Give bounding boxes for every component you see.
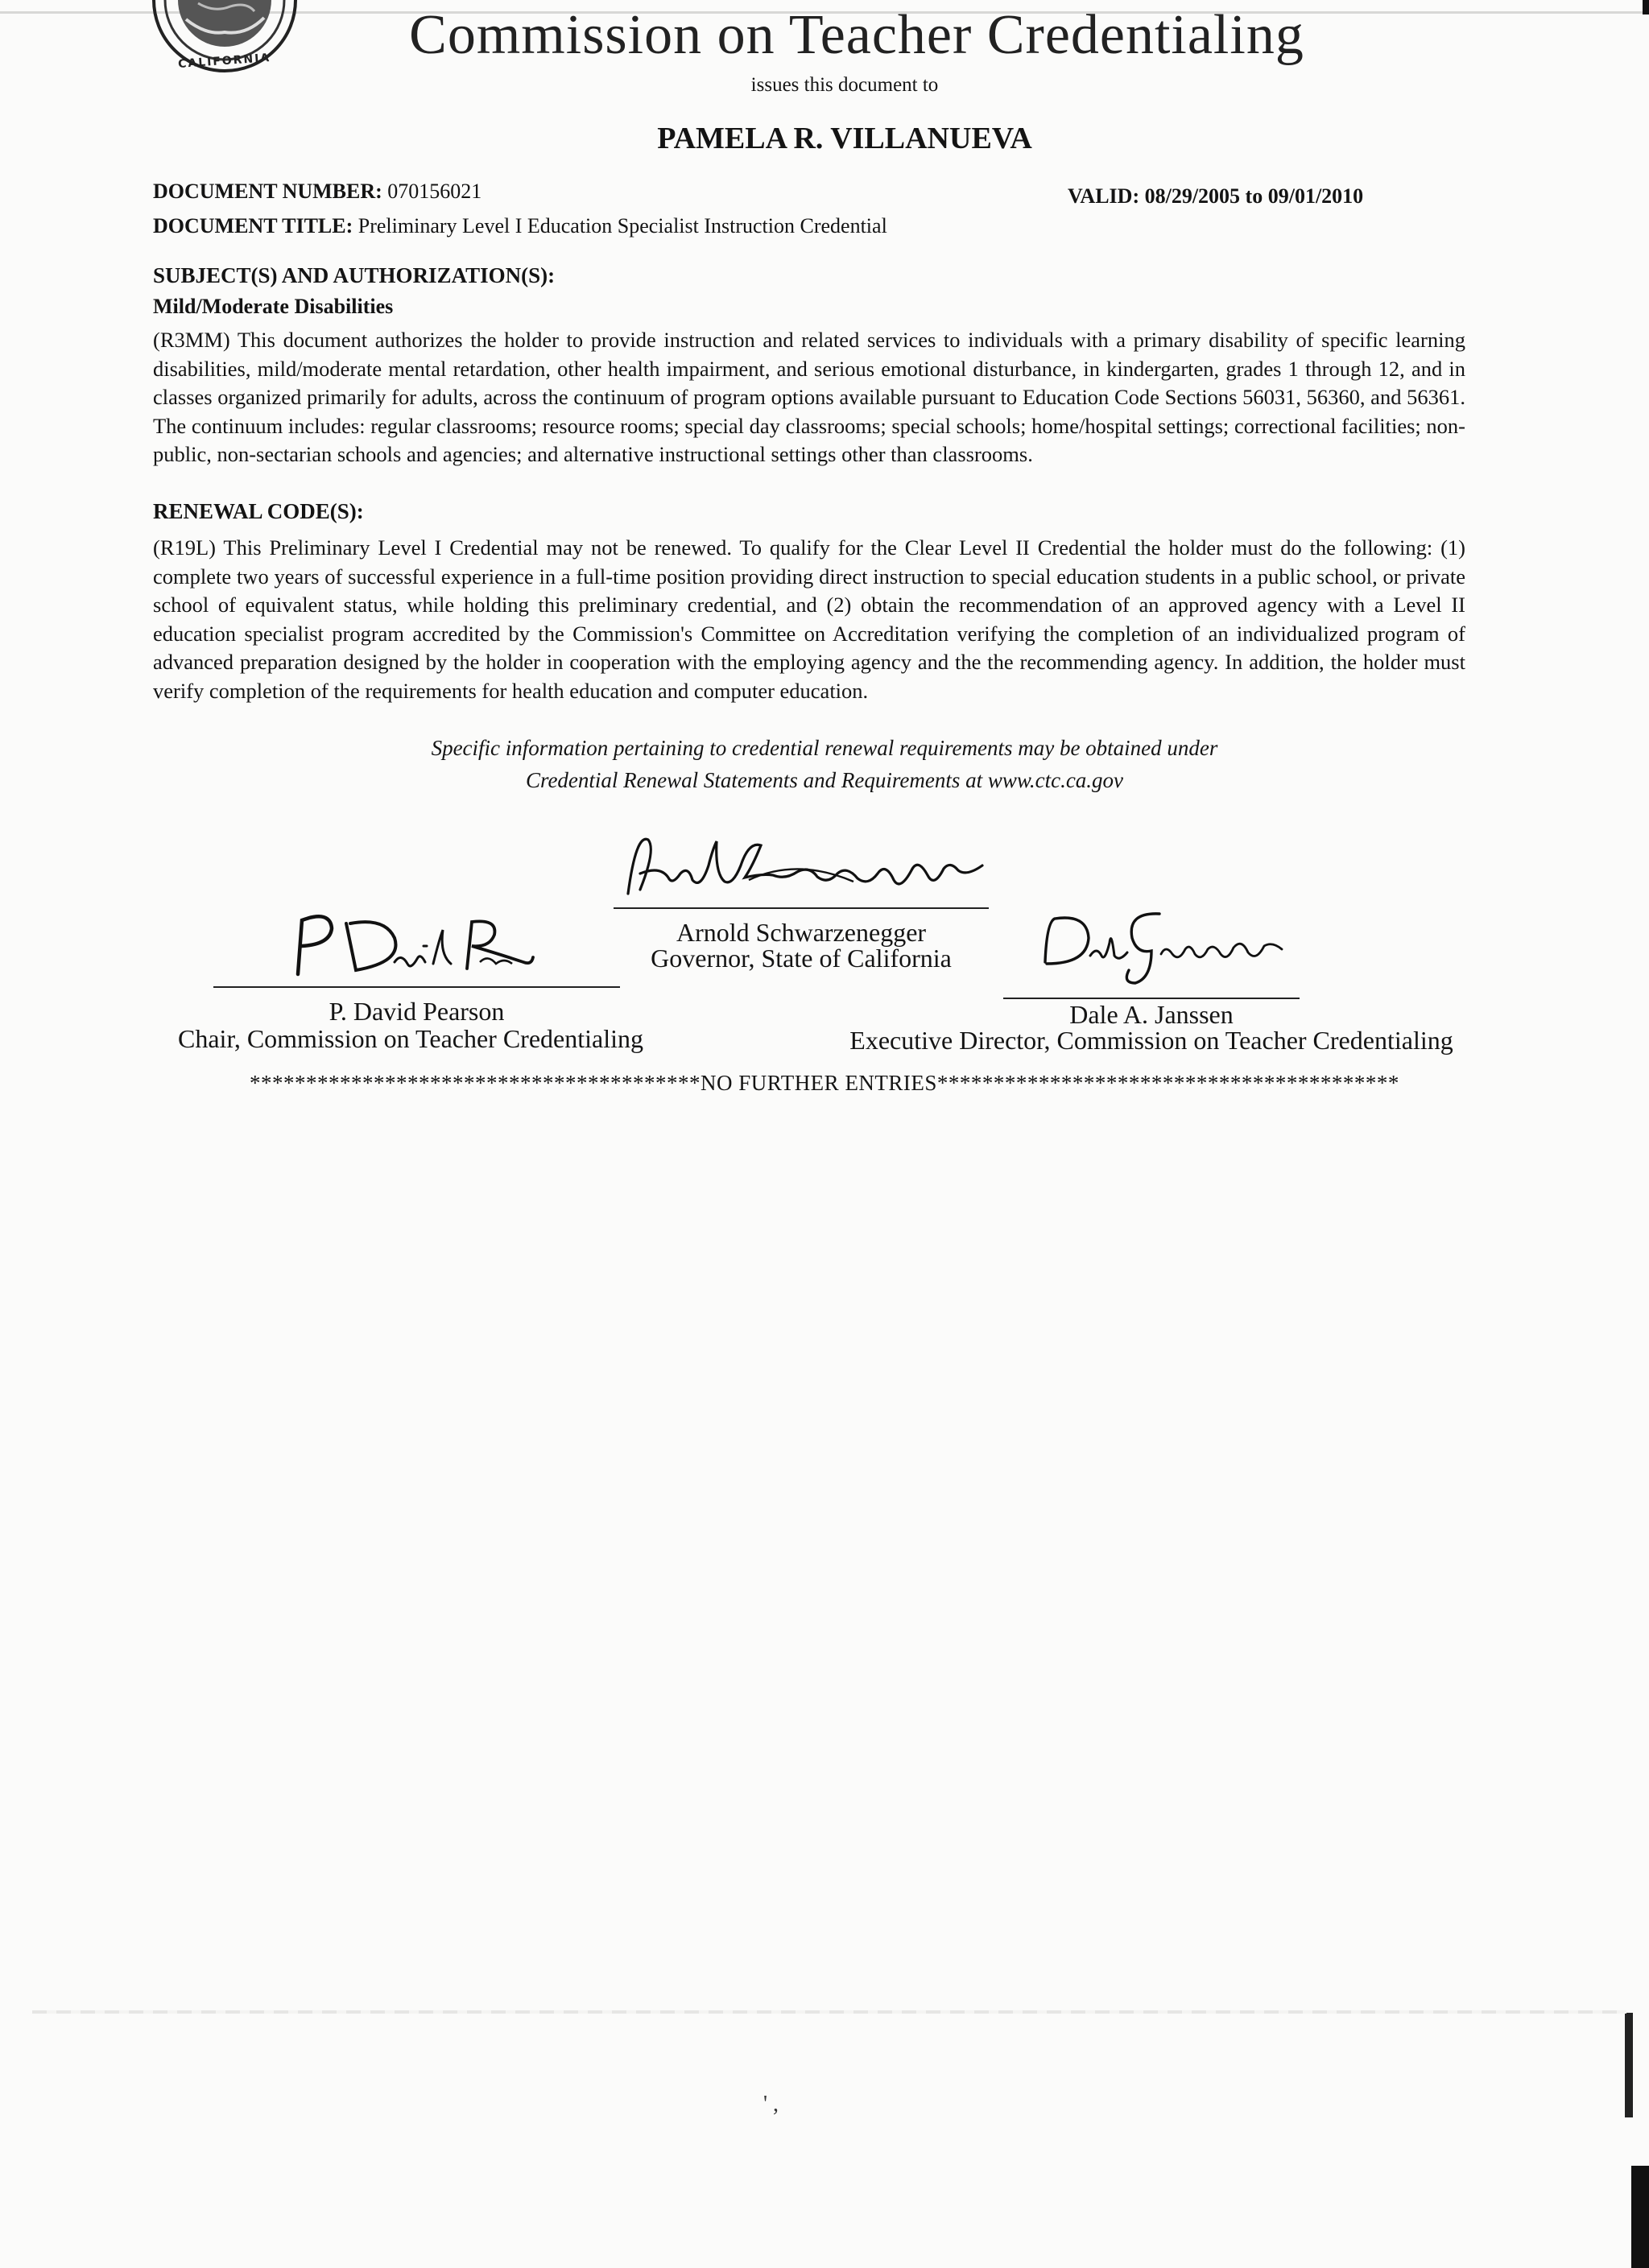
valid-label: VALID: <box>1068 184 1140 208</box>
authorization-text: (R3MM) This document authorizes the holder to provide instruction and related services to individuals with a primary disability of specific learning disabilities, mild/moderate mental retardation, other health impairment, and serious emotional disturbance, in kindergarten, grades 1 through 12, and in classes organized primarily for adults, across the continuum of program options available pursuant to Education Code Sections 56031, 56360, and 56361. The continuum includes: regular classrooms; resource rooms; special day classrooms; special schools; home/hospital settings; correctional facilities; non-public, non-sectarian schools and agencies; and alternative instructional settings other than classrooms. <box>153 328 1465 466</box>
scan-edge-mark <box>1625 2013 1633 2117</box>
chair-signature-line <box>213 986 620 988</box>
holder-name: PAMELA R. VILLANUEVA <box>657 122 1032 155</box>
chair-signature-icon <box>282 906 548 982</box>
document-number <box>153 179 481 204</box>
document-title <box>153 213 887 239</box>
renewal-note-line-2: Credential Renewal Statements and Requirements at www.ctc.ca.gov <box>525 768 1124 792</box>
document-number-label: DOCUMENT NUMBER: <box>153 180 382 203</box>
director-title: Executive Director, Commission on Teacher Credentialing <box>849 1026 1453 1055</box>
stray-mark: ' , <box>763 2092 779 2117</box>
director-signature-icon <box>1031 906 1288 990</box>
director-signature-line <box>1003 998 1300 999</box>
issues-line: issues this document to <box>750 74 939 96</box>
renewal-text: (R19L) This Preliminary Level I Credential may not be renewed. To qualify for the Clear Level II Credential the holder must do the following: (1) complete two years of successful experience in a full-time position providing direct instruction to special education students in a public school, or private school of equivalent status, while holding this preliminary credential, and (2) obtain the recommendation of an approved agency with a Level II education specialist program accredited by the Commission's Committee on Accreditation verifying the completion of an individualized program of advanced preparation designed by the holder in cooperation with the employing agency and the the recommending agency. In addition, the holder must verify completion of the requirements for health education and computer education. <box>153 535 1465 703</box>
governor-name: Arnold Schwarzenegger <box>676 918 927 947</box>
chair-name: P. David Pearson <box>329 997 505 1026</box>
governor-signature-icon <box>612 817 990 910</box>
no-further-entries: ****************************************NO FURTHER ENTRIES***************************************** <box>250 1071 1399 1095</box>
renewal-note-line-1: Specific information pertaining to credential renewal requirements may be obtained under <box>431 736 1218 760</box>
document-number-value: 070156021 <box>387 180 482 203</box>
document-title-label: DOCUMENT TITLE: <box>153 214 353 238</box>
scan-edge-mark <box>1631 2166 1649 2268</box>
governor-signature-line <box>614 907 989 909</box>
valid-value: 08/29/2005 to 09/01/2010 <box>1144 184 1364 208</box>
agency-title: Commission on Teacher Credentialing <box>409 4 1304 66</box>
governor-title: Governor, State of California <box>651 944 952 973</box>
document-title-value: Preliminary Level I Education Specialist Instruction Credential <box>357 214 887 238</box>
subject-name: Mild/Moderate Disabilities <box>153 295 394 318</box>
subjects-heading: SUBJECT(S) AND AUTHORIZATION(S): <box>153 263 556 287</box>
scan-fold-line <box>32 2010 1626 2014</box>
seal-text: CALIFORNIA <box>177 52 271 72</box>
chair-title: Chair, Commission on Teacher Credentialing <box>178 1024 643 1053</box>
director-name: Dale A. Janssen <box>1069 1000 1234 1029</box>
renewal-heading: RENEWAL CODE(S): <box>153 499 364 523</box>
validity-period <box>1068 184 1363 209</box>
